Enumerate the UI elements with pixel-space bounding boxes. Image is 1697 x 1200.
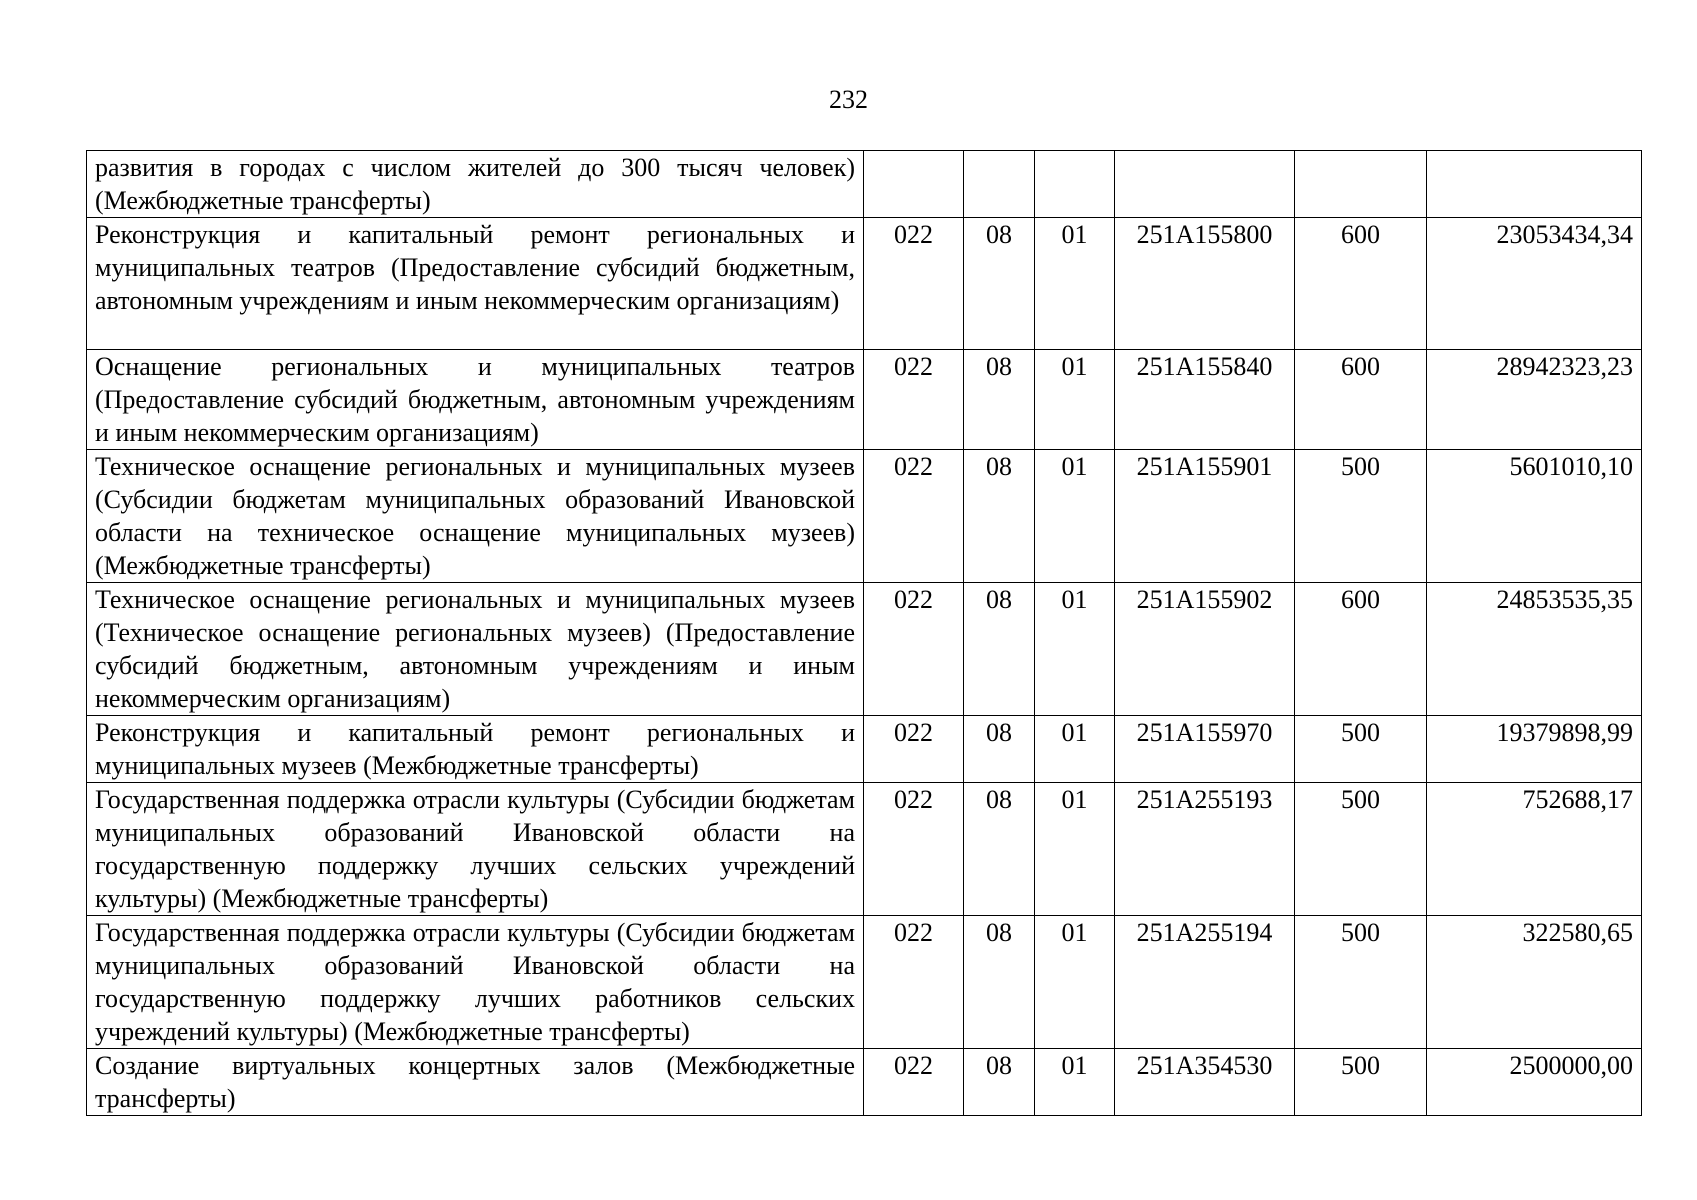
row-expense-type: 500 [1295, 1049, 1427, 1116]
row-expense-type: 500 [1295, 716, 1427, 783]
row-expense-type: 500 [1295, 916, 1427, 1049]
row-amount: 23053434,34 [1427, 218, 1642, 350]
row-ministry-code: 022 [864, 350, 964, 450]
row-target-article [1115, 151, 1295, 218]
table-row [87, 350, 1642, 450]
row-ministry-code: 022 [864, 450, 964, 583]
row-ministry-code: 022 [864, 716, 964, 783]
row-section-code: 08 [964, 218, 1035, 350]
table-row [87, 1049, 1642, 1116]
table-row [87, 783, 1642, 916]
row-expense-type: 600 [1295, 350, 1427, 450]
row-subsection-code: 01 [1035, 1049, 1115, 1116]
row-target-article: 251A255194 [1115, 916, 1295, 1049]
row-ministry-code [864, 151, 964, 218]
row-description: Оснащение региональных и муниципальных театров (Предоставление субсидий бюджетным, автономным учреждениям и иным некоммерческим организациям) [87, 350, 864, 450]
table-row [87, 916, 1642, 1049]
table-row [87, 583, 1642, 716]
row-subsection-code: 01 [1035, 218, 1115, 350]
row-expense-type [1295, 151, 1427, 218]
row-target-article: 251A155901 [1115, 450, 1295, 583]
row-ministry-code: 022 [864, 218, 964, 350]
row-target-article: 251A354530 [1115, 1049, 1295, 1116]
row-amount: 24853535,35 [1427, 583, 1642, 716]
row-section-code: 08 [964, 716, 1035, 783]
table-row [87, 450, 1642, 583]
row-description: Создание виртуальных концертных залов (Межбюджетные трансферты) [87, 1049, 864, 1116]
budget-table [86, 150, 1642, 1116]
row-description: Реконструкция и капитальный ремонт региональных и муниципальных театров (Предоставление субсидий бюджетным, автономным учреждениям и иным некоммерческим организациям) [87, 218, 864, 350]
table-row [87, 716, 1642, 783]
row-section-code: 08 [964, 350, 1035, 450]
row-amount: 19379898,99 [1427, 716, 1642, 783]
row-amount: 322580,65 [1427, 916, 1642, 1049]
row-subsection-code: 01 [1035, 916, 1115, 1049]
row-target-article: 251A255193 [1115, 783, 1295, 916]
row-amount: 5601010,10 [1427, 450, 1642, 583]
row-amount: 28942323,23 [1427, 350, 1642, 450]
row-target-article: 251A155970 [1115, 716, 1295, 783]
table-row [87, 151, 1642, 218]
row-ministry-code: 022 [864, 583, 964, 716]
row-description: Государственная поддержка отрасли культуры (Субсидии бюджетам муниципальных образований Ивановской области на государственную поддержку лучших сельских учреждений культуры) (Межбюджетные трансферты) [87, 783, 864, 916]
row-description: Техническое оснащение региональных и муниципальных музеев (Техническое оснащение региональных музеев) (Предоставление субсидий бюджетным, автономным учреждениям и иным некоммерческим организациям) [87, 583, 864, 716]
row-description: Государственная поддержка отрасли культуры (Субсидии бюджетам муниципальных образований Ивановской области на государственную поддержку лучших работников сельских учреждений культуры) (Межбюджетные трансферты) [87, 916, 864, 1049]
row-subsection-code: 01 [1035, 583, 1115, 716]
row-subsection-code: 01 [1035, 716, 1115, 783]
table-row [87, 218, 1642, 350]
row-amount: 2500000,00 [1427, 1049, 1642, 1116]
row-description: Реконструкция и капитальный ремонт региональных и муниципальных музеев (Межбюджетные трансферты) [87, 716, 864, 783]
row-ministry-code: 022 [864, 1049, 964, 1116]
row-target-article: 251A155902 [1115, 583, 1295, 716]
row-subsection-code: 01 [1035, 783, 1115, 916]
row-target-article: 251A155840 [1115, 350, 1295, 450]
row-subsection-code [1035, 151, 1115, 218]
row-target-article: 251A155800 [1115, 218, 1295, 350]
row-ministry-code: 022 [864, 783, 964, 916]
row-section-code: 08 [964, 450, 1035, 583]
row-subsection-code: 01 [1035, 350, 1115, 450]
row-section-code: 08 [964, 916, 1035, 1049]
row-section-code: 08 [964, 583, 1035, 716]
row-amount [1427, 151, 1642, 218]
row-subsection-code: 01 [1035, 450, 1115, 583]
row-expense-type: 500 [1295, 783, 1427, 916]
row-section-code [964, 151, 1035, 218]
row-amount: 752688,17 [1427, 783, 1642, 916]
budget-table-body [87, 151, 1642, 1116]
row-description: Техническое оснащение региональных и муниципальных музеев (Субсидии бюджетам муниципальных образований Ивановской области на техническое оснащение муниципальных музеев) (Межбюджетные трансферты) [87, 450, 864, 583]
row-section-code: 08 [964, 1049, 1035, 1116]
row-expense-type: 500 [1295, 450, 1427, 583]
row-description: развития в городах с числом жителей до 300 тысяч человек) (Межбюджетные трансферты) [87, 151, 864, 218]
page-number: 232 [829, 85, 868, 114]
row-expense-type: 600 [1295, 583, 1427, 716]
row-expense-type: 600 [1295, 218, 1427, 350]
row-ministry-code: 022 [864, 916, 964, 1049]
row-section-code: 08 [964, 783, 1035, 916]
